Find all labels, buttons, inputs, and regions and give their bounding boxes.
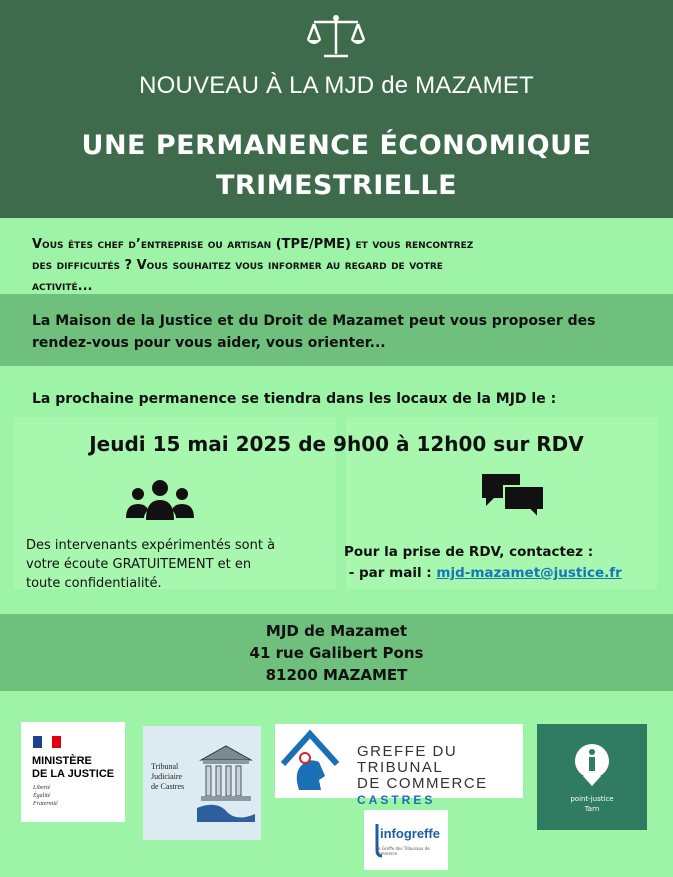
chat-bubbles-icon	[480, 472, 546, 520]
scales-of-justice-icon	[306, 12, 366, 62]
infogreffe-tagline: Le Greffe des Tribunaux de commerce	[376, 846, 430, 856]
motto-egalite: Égalité	[33, 793, 51, 799]
counselors-text	[26, 536, 326, 593]
intro-section	[0, 226, 673, 294]
point-justice-line-1: point-justice	[570, 795, 614, 803]
intro-line-2: des difficultés ? Vous souhaitez vous informer au regard de votre	[32, 258, 443, 273]
tribunal-line-1: Tribunal	[151, 762, 179, 771]
counselors-line-3: toute confidentialité.	[26, 576, 162, 591]
counselors-line-2: votre écoute GRATUITEMENT et en	[26, 557, 252, 572]
title-line-2: TRIMESTRIELLE	[215, 170, 458, 201]
courthouse-icon	[197, 742, 255, 822]
intro-line-3: activité...	[32, 279, 93, 294]
mjd-offer-section	[0, 294, 673, 366]
contact-mail-line	[344, 563, 664, 584]
offer-line-1: La Maison de la Justice et du Droit de Mazamet peut vous proposer des	[32, 313, 596, 329]
contact-line-1: Pour la prise de RDV, contactez :	[344, 544, 594, 560]
point-justice-line-2: Tarn	[584, 805, 600, 813]
point-justice-icon	[573, 742, 611, 786]
point-justice-logo	[537, 724, 647, 830]
session-date: Jeudi 15 mai 2025 de 9h00 à 12h00 sur RDV	[89, 432, 584, 456]
ministere-line-2: DE LA JUSTICE	[32, 768, 115, 780]
greffe-tribunal-commerce-logo	[275, 724, 523, 807]
greffe-line-2: DE COMMERCE	[357, 775, 488, 792]
counselors-line-1: Des intervenants expérimentés sont à	[26, 538, 276, 553]
tribunal-line-3: de Castres	[151, 782, 185, 791]
french-flag-icon	[33, 736, 61, 748]
address-block	[0, 614, 673, 691]
greffe-line-1: GREFFE DU TRIBUNAL	[357, 743, 458, 776]
ministere-line-1: MINISTÈRE	[32, 755, 92, 767]
address-city: 81200 MAZAMET	[265, 666, 408, 684]
email-link[interactable]: mjd-mazamet@justice.fr	[436, 565, 622, 581]
header-subtitle: NOUVEAU À LA MJD de MAZAMET	[139, 72, 534, 99]
tribunal-judiciaire-logo	[143, 726, 261, 840]
motto-liberte: Liberté	[33, 785, 51, 791]
mail-prefix: - par mail :	[348, 565, 437, 581]
address-name: MJD de Mazamet	[265, 622, 408, 640]
next-session-intro: La prochaine permanence se tiendra dans les locaux de la MJD le :	[32, 391, 557, 407]
infogreffe-logo	[364, 810, 448, 870]
greffe-line-3: CASTRES	[357, 793, 436, 807]
address-street: 41 rue Galibert Pons	[249, 644, 424, 662]
header-banner	[0, 0, 673, 218]
offer-line-2: rendez-vous pour vous aider, vous orienter...	[32, 335, 386, 351]
ministere-justice-logo	[21, 722, 125, 822]
motto-fraternite: Fraternité	[33, 801, 58, 807]
page-title	[0, 126, 673, 206]
title-line-1: UNE PERMANENCE ÉCONOMIQUE	[81, 130, 592, 161]
infogreffe-name: infogreffe	[380, 826, 440, 841]
group-people-icon	[124, 476, 196, 522]
tribunal-line-2: Judiciaire	[151, 772, 183, 781]
intro-line-1: Vous êtes chef d’entreprise ou artisan (TPE/PME) et vous rencontrez	[32, 237, 474, 252]
contact-text	[344, 542, 664, 584]
marianne-profile-icon	[279, 728, 341, 794]
